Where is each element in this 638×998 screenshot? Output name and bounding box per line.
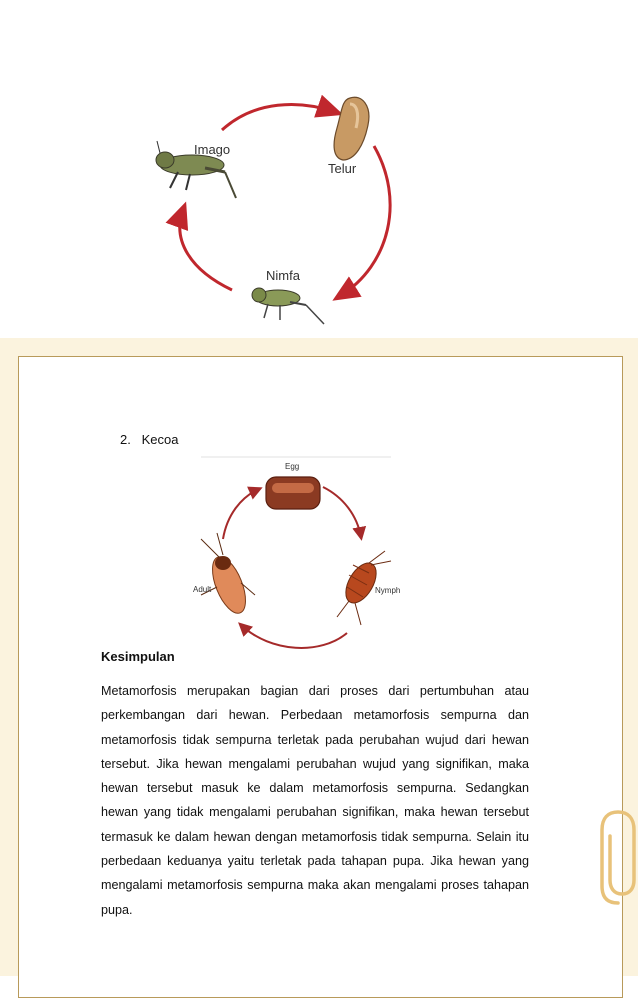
egg-illustration [334, 97, 369, 160]
label-imago: Imago [194, 142, 231, 157]
label-telur: Telur [328, 161, 357, 176]
list-item-kecoa [120, 432, 179, 447]
cockroach-egg-illustration [266, 477, 320, 509]
arrow-nimfa-to-imago [180, 210, 232, 290]
page-frame [18, 356, 623, 998]
paperclip-icon [598, 808, 638, 908]
conclusion-heading: Kesimpulan [101, 649, 175, 664]
arrow-egg-to-nymph [323, 487, 361, 537]
cockroach-adult-illustration [201, 533, 255, 618]
arrow-imago-to-telur [222, 105, 335, 130]
label-adult: Adult [193, 585, 212, 594]
label-egg: Egg [285, 462, 300, 471]
label-nimfa: Nimfa [266, 268, 300, 283]
list-number: 2. [120, 432, 131, 447]
grasshopper-cycle-diagram [0, 0, 638, 338]
cockroach-cycle-diagram [171, 455, 411, 655]
document-page [0, 338, 638, 976]
arrow-nymph-to-adult [241, 625, 347, 648]
nymph-grasshopper-illustration [252, 288, 324, 324]
list-item-title: Kecoa [141, 432, 179, 447]
conclusion-paragraph: Metamorfosis merupakan bagian dari proses dari pertumbuhan atau perkembangan dari hewan. Perbedaan metamorfosis sempurna dan metamorfosis tidak sempurna terletak pada perubahan wujud dari hewan tersebut. Jika hewan mengalami perubahan wujud yang signifikan, maka hewan tersebut masuk ke dalam metamorfosis sempurna. Sedangkan hewan yang tidak mengalami perubahan signifikan, maka hewan tersebut termasuk ke dalam hewan dengan metamorfosis tidak sempurna. Selain itu perbedaan keduanya yaitu terletak pada tahapan pupa. Jika hewan yang mengalami metamorfosis sempurna maka akan mengalami proses tahapan pupa. [101, 684, 529, 917]
label-nymph: Nymph [375, 586, 401, 595]
arrow-adult-to-egg [223, 489, 259, 539]
grasshopper-cycle-page [0, 0, 638, 338]
